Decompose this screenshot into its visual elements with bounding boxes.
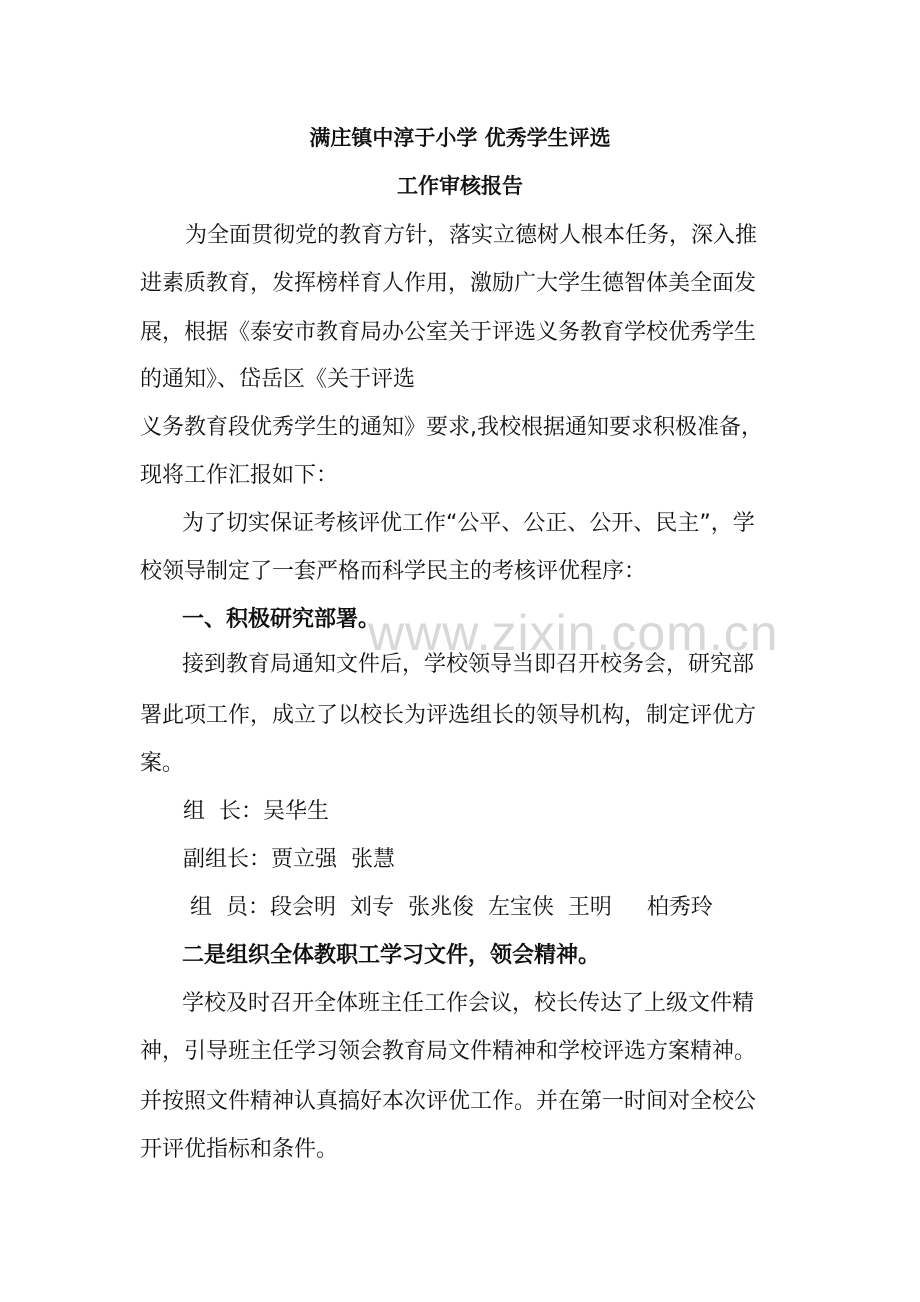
paragraph-line: 为了切实保证考核评优工作“公平、公正、公开、民主”，学 [182, 511, 755, 536]
section-heading-2: 二是组织全体教职工学习文件，领会精神。 [182, 943, 601, 968]
paragraph-line: 案。 [140, 751, 185, 776]
paragraph-line: 义务教育段优秀学生的通知》要求,我校根据通知要求积极准备， [140, 415, 763, 440]
paragraph-line: 署此项工作，成立了以校长为评选组长的领导机构，制定评优方 [140, 703, 757, 728]
paragraph-line: 神，引导班主任学习领会教育局文件精神和学校评选方案精神。 [140, 1039, 757, 1064]
paragraph-line: 的通知》、岱岳区《关于评选 [140, 367, 416, 392]
paragraph-line: 校领导制定了一套严格而科学民主的考核评优程序： [140, 559, 647, 584]
section-heading-1: 一、积极研究部署。 [182, 607, 381, 632]
watermark: www.zixin.com.cn [368, 605, 779, 661]
paragraph-line: 接到教育局通知文件后，学校领导当即召开校务会，研究部 [182, 652, 755, 677]
deputy-leader-line: 副组长：贾立强 张慧 [183, 847, 395, 872]
doc-title: 满庄镇中淳于小学 优秀学生评选 [309, 126, 611, 150]
paragraph-line: 进素质教育，发挥榜样育人作用，激励广大学生德智体美全面发 [140, 271, 757, 296]
paragraph-line: 为全面贯彻党的教育方针，落实立德树人根本任务，深入推 [178, 223, 757, 248]
doc-subtitle: 工作审核报告 [397, 174, 523, 198]
members-line: 组 员：段会明 刘专 张兆俊 左宝侠 王明 柏秀玲 [183, 895, 713, 920]
paragraph-line: 并按照文件精神认真搞好本次评优工作。并在第一时间对全校公 [140, 1089, 757, 1114]
paragraph-line: 开评优指标和条件。 [140, 1137, 339, 1162]
paragraph-line: 展，根据《泰安市教育局办公室关于评选义务教育学校优秀学生 [140, 320, 757, 345]
paragraph-line: 学校及时召开全体班主任工作会议，校长传达了上级文件精 [182, 991, 755, 1016]
leader-line: 组 长：吴华生 [183, 799, 329, 824]
paragraph-line: 现将工作汇报如下： [140, 463, 339, 488]
